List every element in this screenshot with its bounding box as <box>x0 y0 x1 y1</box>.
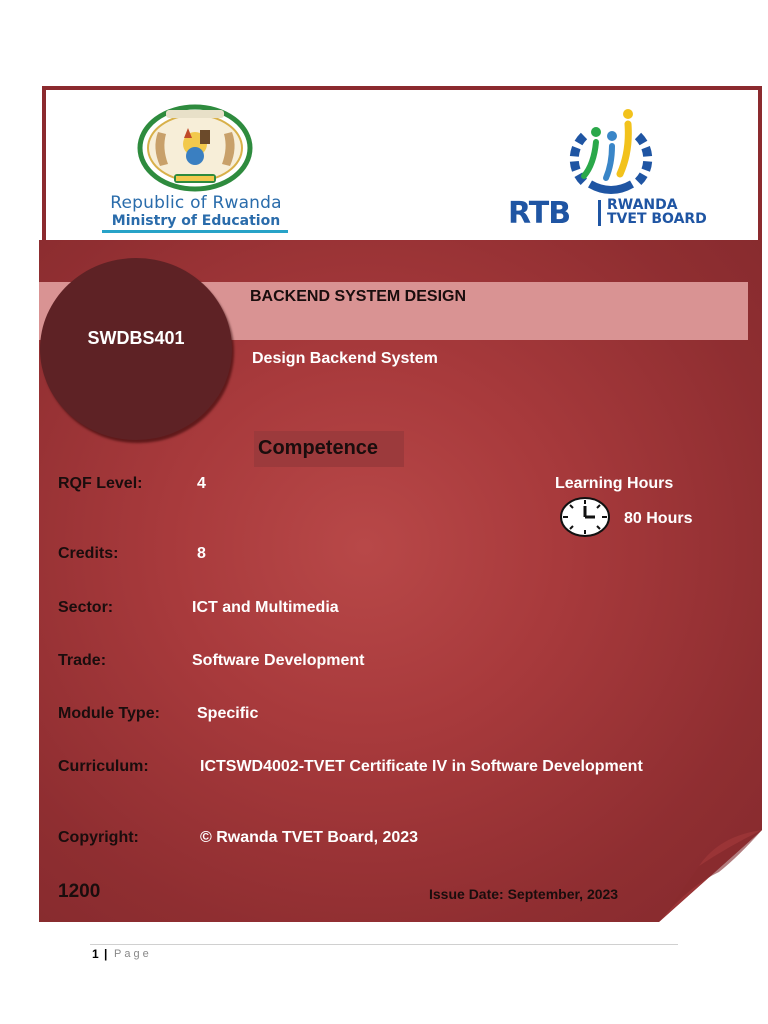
rqf-level-value: 4 <box>197 475 206 492</box>
sector-value: ICT and Multimedia <box>192 599 339 616</box>
rtb-name-line-1: RWANDA <box>607 197 678 213</box>
print-number: 1200 <box>58 881 101 902</box>
rqf-level-label: RQF Level: <box>58 475 143 492</box>
module-code: SWDBS401 <box>87 328 185 348</box>
module-type-value: Specific <box>197 705 259 722</box>
module-code-circle <box>40 258 232 440</box>
rtb-divider <box>598 200 601 226</box>
module-type-label: Module Type: <box>58 705 160 722</box>
copyright-value: © Rwanda TVET Board, 2023 <box>200 829 419 846</box>
learning-hours-label: Learning Hours <box>555 475 674 492</box>
rtb-gear-people-icon <box>566 106 656 198</box>
page-separator: | <box>104 947 108 961</box>
rtb-name-line-2: TVET BOARD <box>607 211 707 227</box>
rwanda-coat-of-arms-icon <box>136 104 254 192</box>
module-subtitle: Design Backend System <box>252 350 438 367</box>
credits-value: 8 <box>197 545 206 562</box>
ministry-line-1: Republic of Rwanda <box>110 193 282 213</box>
issue-date: Issue Date: September, 2023 <box>429 886 619 902</box>
curriculum-label: Curriculum: <box>58 758 149 775</box>
copyright-label: Copyright: <box>58 829 139 846</box>
page-curl-corner <box>659 806 762 922</box>
ministry-line-2: Ministry of Education <box>111 213 281 229</box>
page-number: 1 <box>92 947 99 961</box>
ministry-underline <box>102 230 288 233</box>
page-word: Page <box>114 948 152 960</box>
sector-label: Sector: <box>58 599 114 616</box>
rtb-acronym: RTB <box>508 196 571 231</box>
section-heading: Competence <box>258 437 379 459</box>
trade-label: Trade: <box>58 652 107 669</box>
curriculum-value: ICTSWD4002-TVET Certificate IV in Software Development <box>200 758 643 775</box>
clock-icon <box>560 497 610 537</box>
credits-label: Credits: <box>58 545 119 562</box>
module-title: BACKEND SYSTEM DESIGN <box>250 288 467 305</box>
trade-value: Software Development <box>192 652 365 669</box>
footer-rule <box>90 944 678 945</box>
learning-hours-value: 80 Hours <box>624 510 693 527</box>
